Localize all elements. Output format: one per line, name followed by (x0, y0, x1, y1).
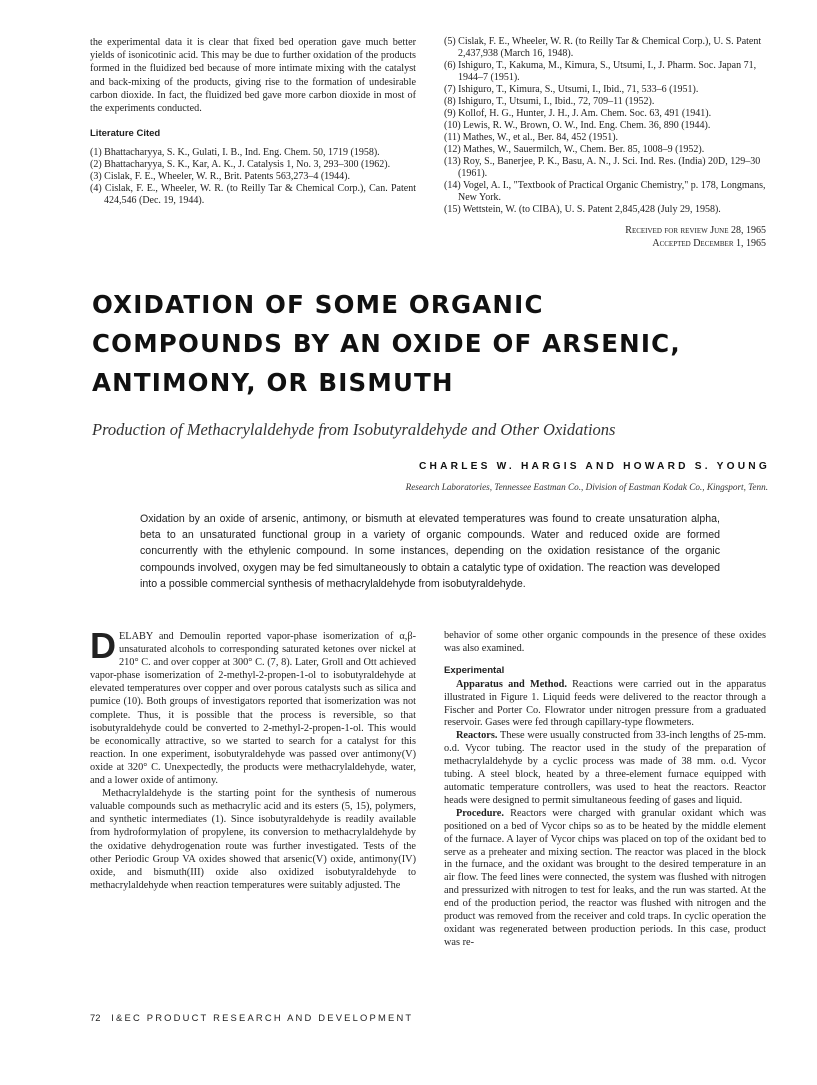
reference-item: (10) Lewis, R. W., Brown, O. W., Ind. Eng. Chem. 36, 890 (1944). (444, 120, 711, 131)
article-subtitle: Production of Methacrylaldehyde from Isobutyraldehyde and Other Oxidations (92, 420, 616, 439)
page-footer (90, 1012, 490, 1023)
paragraph-text: Reactions were carried out in the apparatus illustrated in Figure 1. Liquid feeds were delivered to the reactor through a Fischer and Porter Co. Flowrator under nitrogen pressure from a graduated reservoir. Gases were fed through capillary-type flowmeters. (444, 678, 766, 729)
affiliation: Research Laboratories, Tennessee Eastman Co., Division of Eastman Kodak Co., Kingsport, Tenn. (405, 482, 768, 492)
reference-item: (13) Roy, S., Banerjee, P. K., Basu, A. N., J. Sci. Ind. Res. (India) 20D, 129–30 (1961). (444, 156, 761, 179)
abstract: Oxidation by an oxide of arsenic, antimony, or bismuth at elevated temperatures was found to create unsaturation alpha, beta to an unsaturated functional group in a variety of organic compounds. Water and reduced oxide are formed concurrently with the ethylenic compound. In some instances, depending on the oxidation resistance of the organic compounds involved, oxygen may be fed simultaneously to obtain a catalytic type of oxidation. The reaction was developed into a possible commercial synthesis of methacrylaldehyde from isobutyraldehyde. (140, 513, 720, 590)
intro-paragraph (90, 625, 416, 787)
reference-item: (2) Bhattacharyya, S. K., Kar, A. K., J. Catalysis 1, No. 3, 293–300 (1962). (90, 159, 391, 171)
title-line: ANTIMONY, OR BISMUTH (92, 368, 454, 397)
literature-cited-heading: Literature Cited (90, 128, 161, 140)
apparatus-paragraph (444, 679, 766, 731)
reference-item: (9) Kollof, H. G., Hunter, J. H., J. Am. Chem. Soc. 63, 491 (1941). (444, 108, 712, 119)
authors: CHARLES W. HARGIS AND HOWARD S. YOUNG (418, 461, 770, 472)
carryover-paragraph-column (90, 36, 416, 207)
reference-item: (14) Vogel, A. I., "Textbook of Practical Organic Chemistry," p. 178, Longmans, New York. (444, 180, 766, 203)
reference-item: (11) Mathes, W., et al., Ber. 84, 452 (1951). (444, 132, 619, 143)
intro-text: ELABY and Demoulin reported vapor-phase isomerization of α,β-unsaturated alcohols to corresponding saturated ketones over nickel at 210° C. and over copper at 300° C. (7, 8). Later, Groll and Ott achieved vapor-phase isomerization of 2-methyl-2-propen-1-ol to isobutyraldehyde at elevated temperatures over copper and over porous catalysts such as silica and pumice (10). Both groups of investigators reported that isomerization was not complete. Thus, it is possible that the process is reversible, so that isobutyraldehyde could be converted to 2-methyl-2-propen-1-ol. This would be economically attractive, so we started to search for a catalyst for this reaction. In one experiment, isobutyraldehyde was passed over antimony(V) oxide at 320° C. Unexpectedly, the products were methacrylaldehyde, water, and a lower oxide of antimony. (90, 631, 416, 787)
paragraph-text: Reactors were charged with granular oxidant which was positioned on a bed of Vycor chips so as to be heated by the middle element of the furnace. A layer of Vycor chips was placed on top of the oxidant bed to serve as a preheater and mixing section. The reactor was placed in the block in the furnace, and the oxidant was brought to the desired temperature in an air flow. The feed lines were connected, the system was flushed with nitrogen and pressurized with nitrogen to test for leaks, and the run was started. At the end of the production period, the reactor was flushed with nitrogen and the product was removed from the receiver and cold traps. In cyclic operation the oxidant was regenerated between production periods. In this case, product was re- (444, 807, 767, 948)
reference-item: (3) Cislak, F. E., Wheeler, W. R., Brit. Patents 563,273–4 (1944). (90, 171, 350, 183)
reference-item: (12) Mathes, W., Sauermilch, W., Chem. Ber. 85, 1008–9 (1952). (444, 144, 705, 155)
references-left (90, 147, 416, 207)
article-title (92, 285, 732, 402)
procedure-paragraph (444, 808, 766, 950)
reference-item: (1) Bhattacharyya, S. K., Gulati, I. B., Ind. Eng. Chem. 50, 1719 (1958). (90, 147, 380, 159)
received-accepted-dates (444, 224, 766, 250)
received-date: Received for review June 28, 1965 (625, 225, 766, 236)
reactors-paragraph (444, 730, 766, 807)
reference-item: (15) Wettstein, W. (to CIBA), U. S. Patent 2,845,428 (July 29, 1958). (444, 204, 721, 215)
journal-name: I&EC PRODUCT RESEARCH AND DEVELOPMENT (111, 1012, 414, 1023)
body-paragraph: Methacrylaldehyde is the starting point for the synthesis of numerous valuable compounds such as methacrylic acid and its esters (5, 15), polymers, and synthetic intermediates (1). Since isobutyraldehyde is readily available from hydroformylation of propylene, its conversion to methacrylaldehyde by the oxidative dehydrogenation route was further investigated. Tests of the other Periodic Group VA oxides showed that arsenic(V) oxide, antimony(IV) oxide, and bismuth(III) oxide also oxidized isobutyraldehyde to methacrylaldehyde when reaction temperatures were suitably adjusted. The (90, 788, 416, 891)
body-column-left (90, 625, 416, 892)
reference-item: (5) Cislak, F. E., Wheeler, W. R. (to Reilly Tar & Chemical Corp.), U. S. Patent 2,437,938 (March 16, 1948). (444, 36, 762, 59)
runin-heading: Apparatus and Method. (456, 678, 567, 690)
accepted-date: Accepted December 1, 1965 (652, 238, 766, 249)
runin-heading: Reactors. (456, 730, 498, 742)
references-right (444, 36, 766, 216)
body-paragraph: behavior of some other organic compounds in the presence of these oxides was also examined. (444, 630, 766, 654)
experimental-heading: Experimental (444, 664, 505, 676)
reference-item: (7) Ishiguro, T., Kimura, S., Utsumi, I., Ibid., 71, 533–6 (1951). (444, 84, 699, 95)
reference-item: (4) Cislak, F. E., Wheeler, W. R. (to Reilly Tar & Chemical Corp.), Can. Patent 424,546 (Dec. 19, 1944). (90, 183, 416, 207)
title-line: COMPOUNDS BY AN OXIDE OF ARSENIC, (92, 329, 681, 358)
reference-item: (8) Ishiguro, T., Utsumi, I., Ibid., 72, 709–11 (1952). (444, 96, 655, 107)
reference-item: (6) Ishiguro, T., Kakuma, M., Kimura, S., Utsumi, I., J. Pharm. Soc. Japan 71, 1944–7 (1951). (444, 60, 757, 83)
title-line: OXIDATION OF SOME ORGANIC (92, 290, 544, 319)
runin-heading: Procedure. (456, 807, 504, 819)
drop-cap: D (90, 625, 116, 666)
body-column-right (444, 630, 766, 950)
paragraph-text: These were usually constructed from 33-inch lengths of 25-mm. o.d. Vycor tubing. The reactor used in the study of the preparation of methacrylaldehyde by a cyclic process was made of 38 mm. o.d. Vycor tubing. A steel block, heated by a three-element furnace equipped with automatic temperature controllers, was used to heat the reactors. Reactor heads were designed to permit simultaneous feeding of gases and liquid. (444, 730, 766, 806)
page-number: 72 (90, 1012, 101, 1023)
carryover-paragraph: the experimental data it is clear that fixed bed operation gave much better yields of isonicotinic acid. This may be due to further oxidation of the products formed in the fluidized bed because of more intimate mixing with the catalyst and back-mixing of the products, giving rise to the formation of undesirable carbon dioxide. In fact, the fluidized bed gave more carbon dioxide in most of the experiments conducted. (90, 37, 416, 115)
